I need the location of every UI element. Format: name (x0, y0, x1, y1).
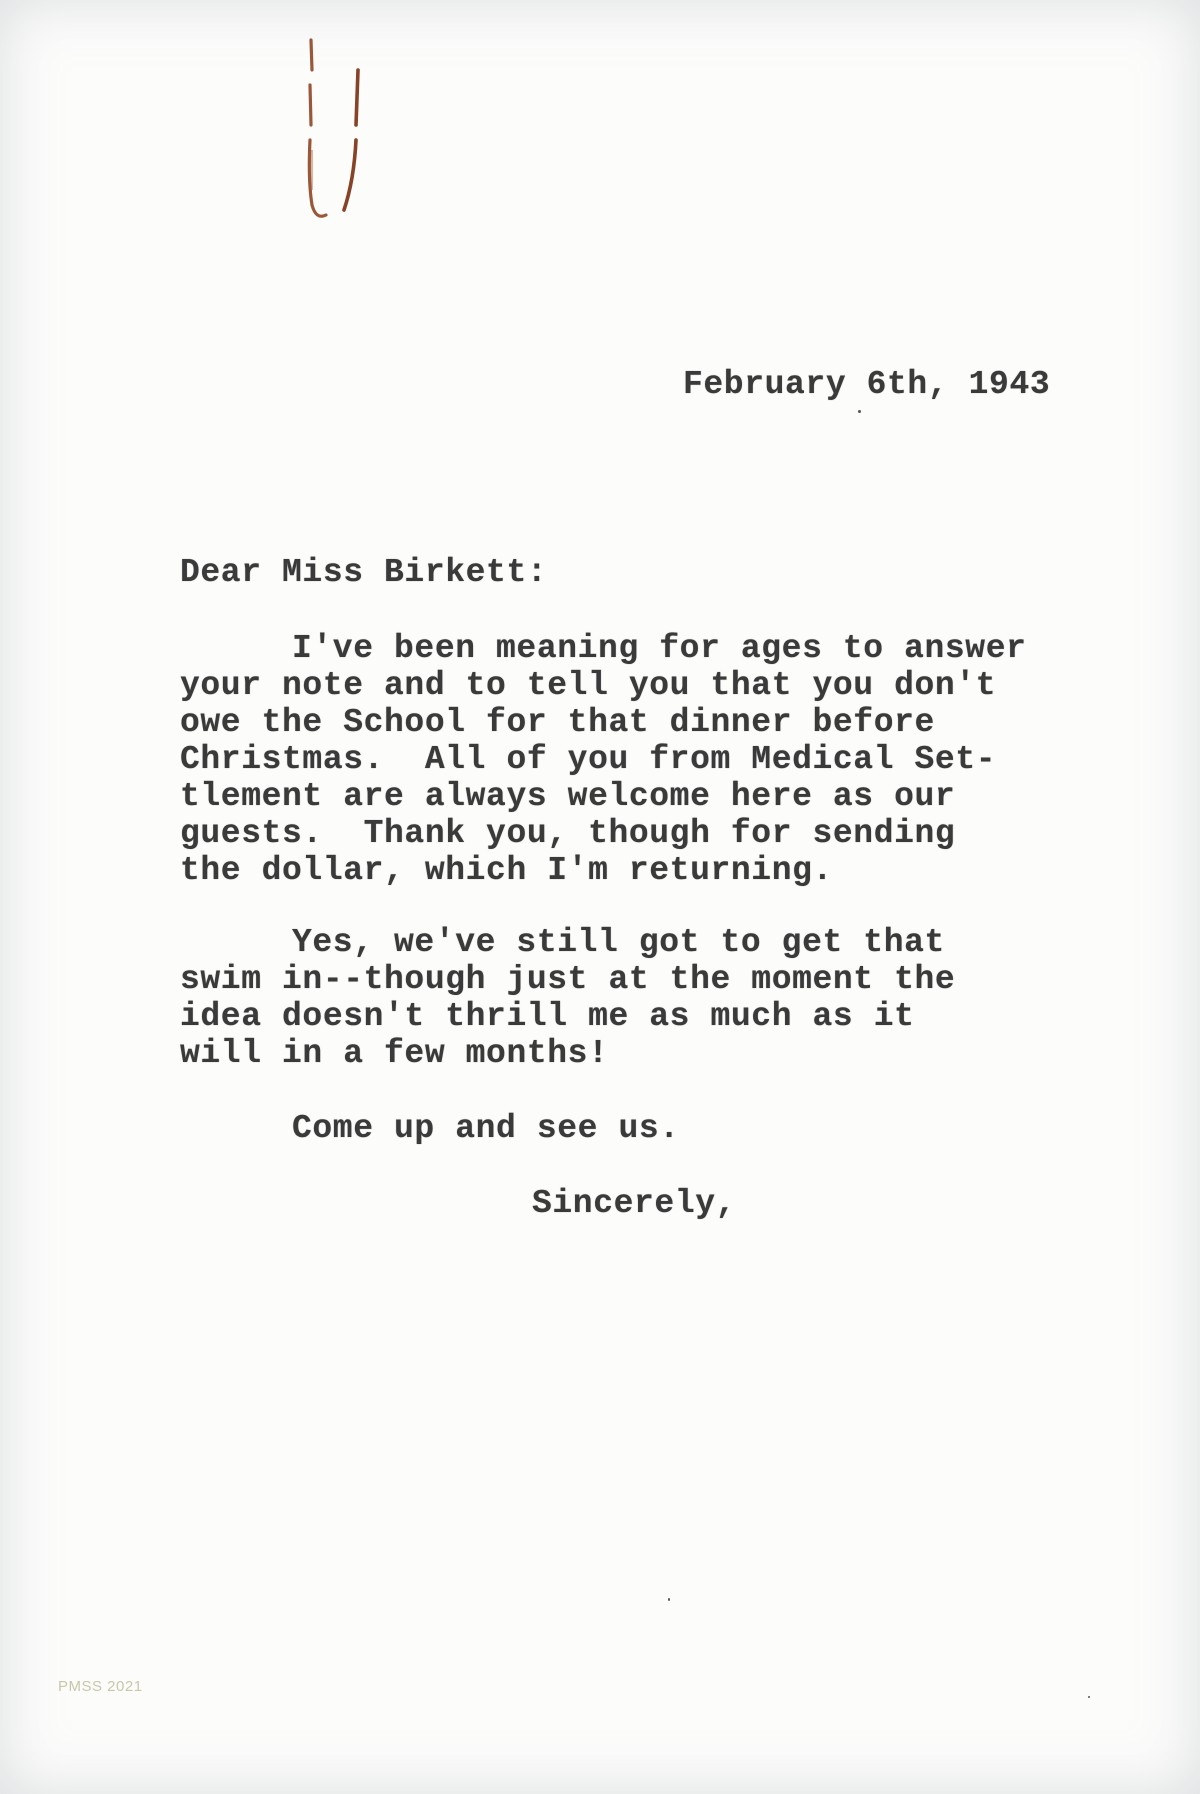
archive-watermark: PMSS 2021 (58, 1678, 143, 1695)
letter-closing: Sincerely, (532, 1185, 737, 1222)
body-line: will in a few months! (180, 1035, 609, 1072)
body-line: Yes, we've still got to get that (292, 924, 945, 961)
body-line: Come up and see us. (292, 1110, 680, 1147)
body-line: owe the School for that dinner before (180, 704, 935, 741)
body-line: Christmas. All of you from Medical Set- (180, 741, 997, 778)
ink-speck (858, 410, 861, 413)
letter-salutation: Dear Miss Birkett: (180, 554, 548, 591)
body-line: the dollar, which I'm returning. (180, 852, 833, 889)
body-line: guests. Thank you, though for sending (180, 815, 956, 852)
paper-clip-rust-mark (296, 30, 366, 220)
body-line: I've been meaning for ages to answer (292, 630, 1027, 667)
ink-speck (1088, 1696, 1090, 1698)
body-line: your note and to tell you that you don't (180, 667, 997, 704)
body-line: swim in--though just at the moment the (180, 961, 956, 998)
letter-date: February 6th, 1943 (683, 366, 1051, 403)
ink-speck (668, 1598, 670, 1601)
body-line: idea doesn't thrill me as much as it (180, 998, 915, 1035)
body-line: tlement are always welcome here as our (180, 778, 956, 815)
